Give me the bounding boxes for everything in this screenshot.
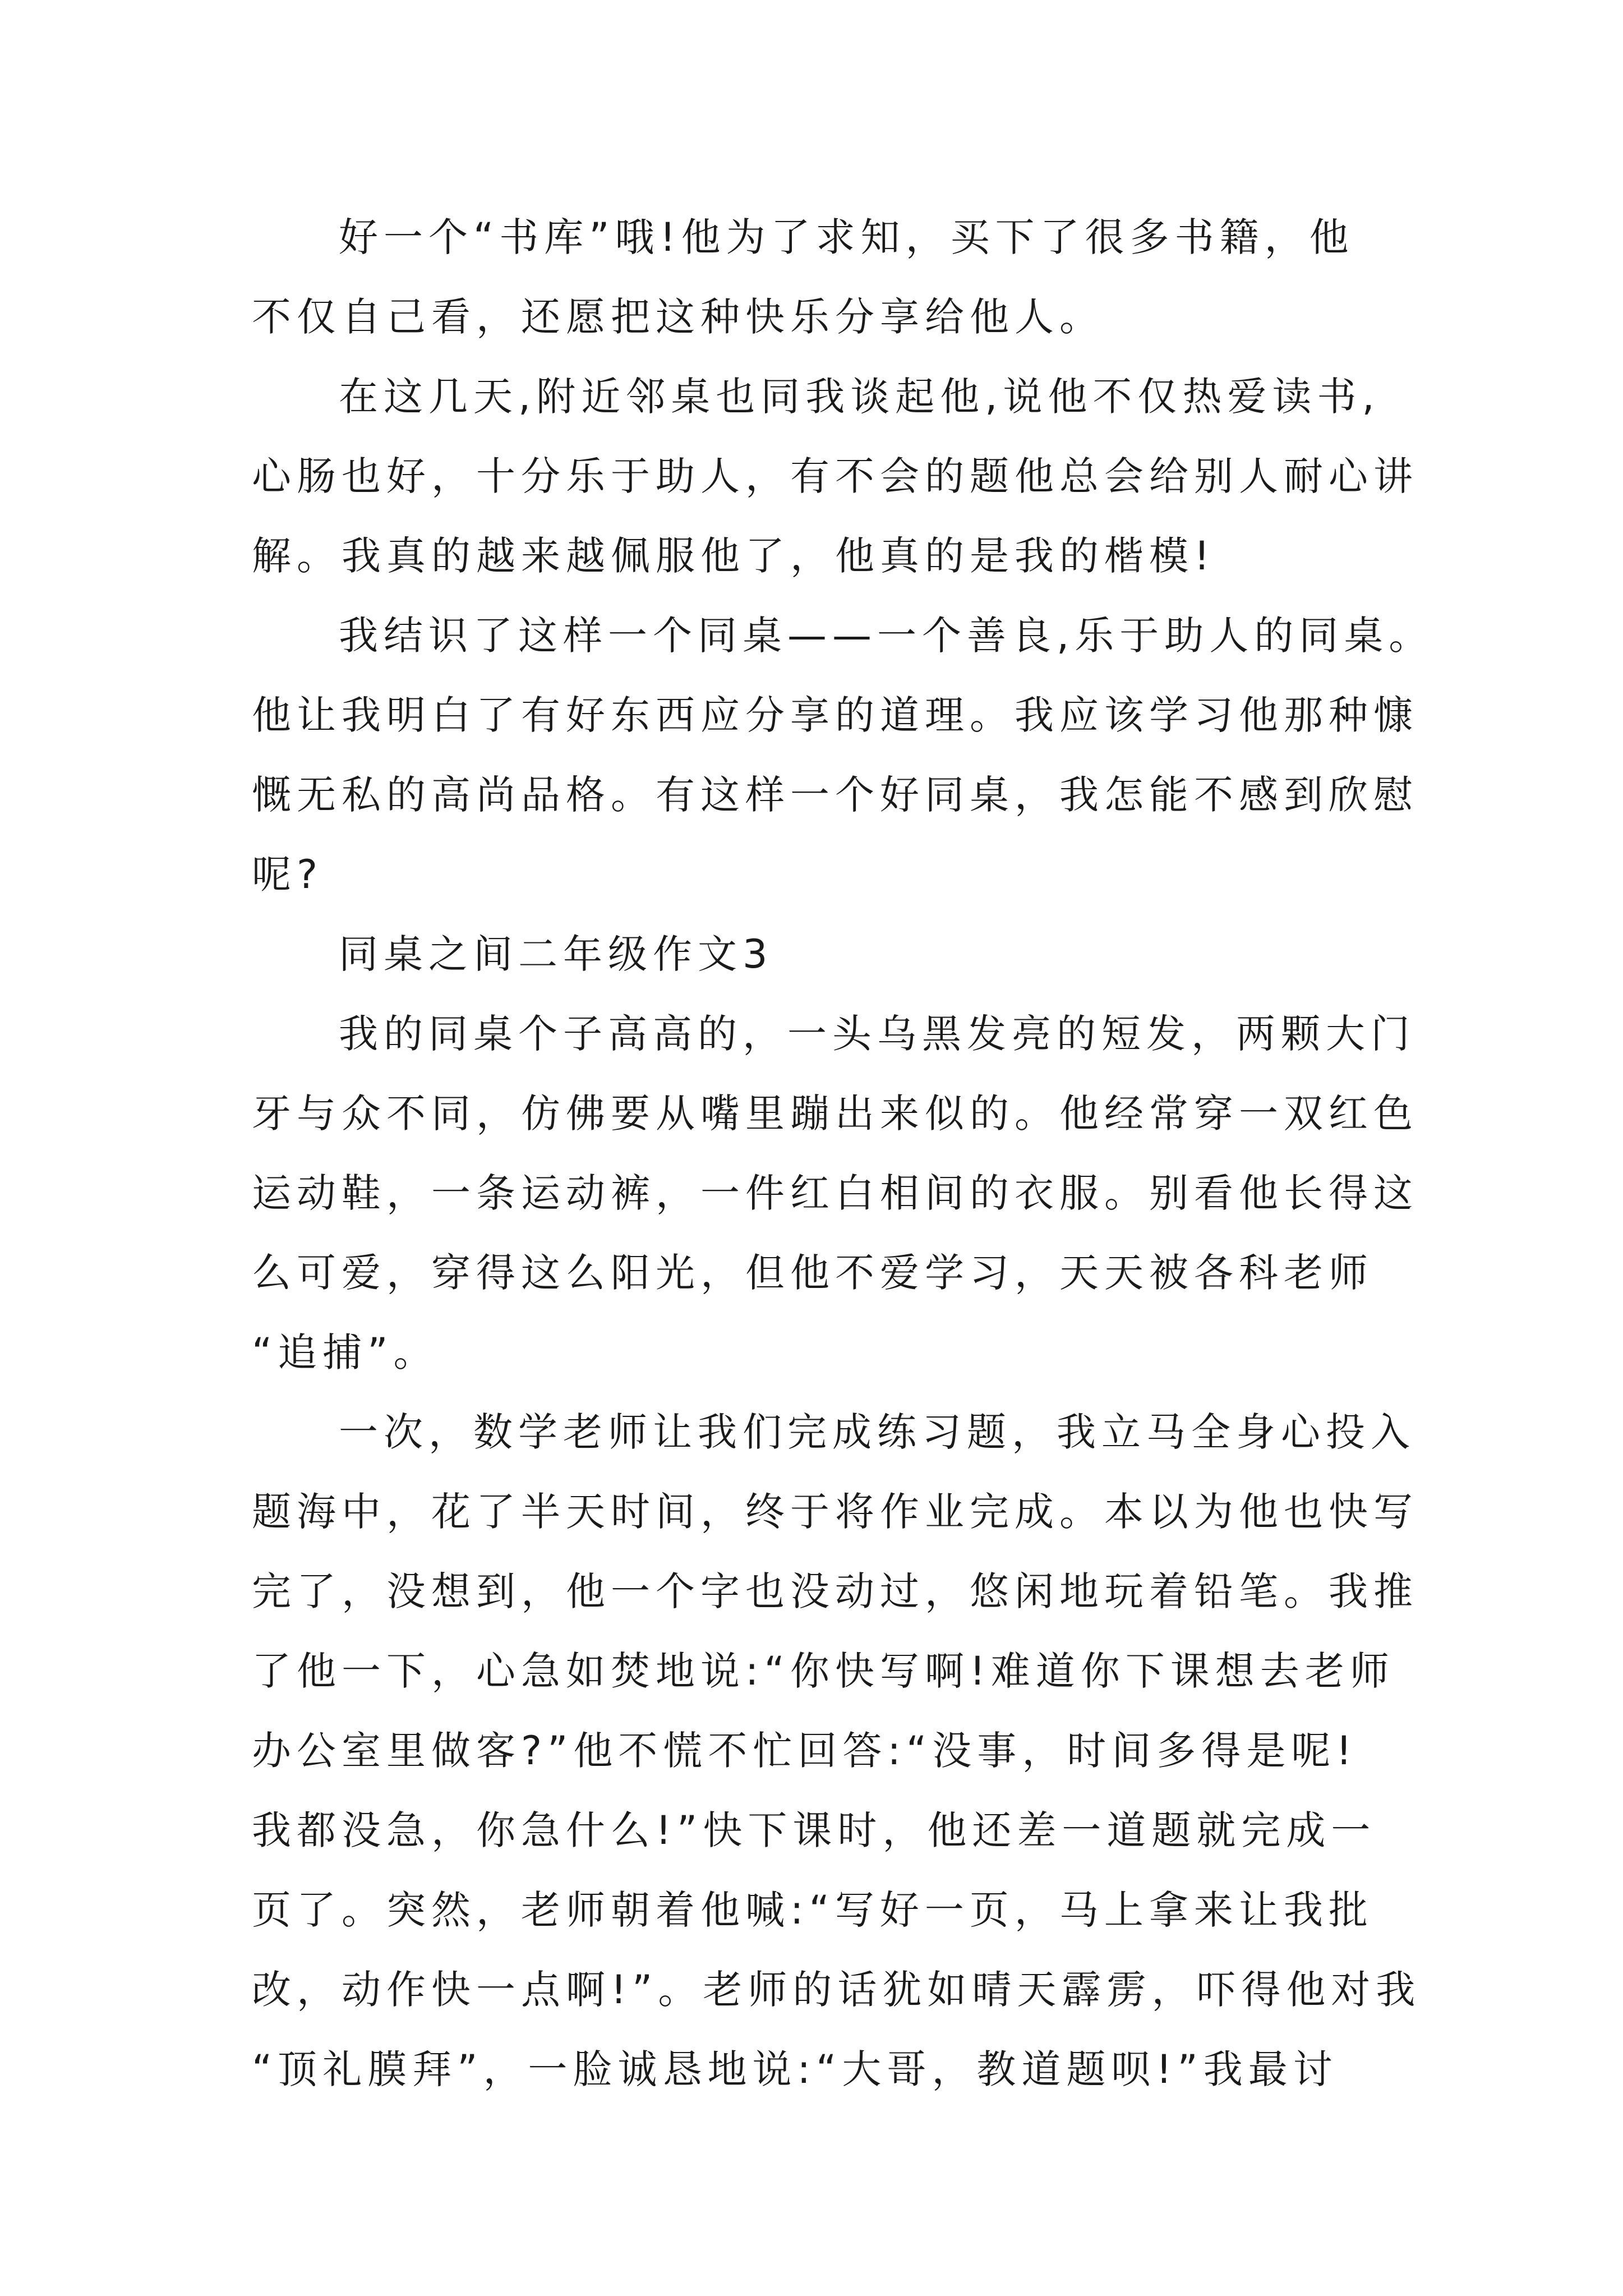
paragraph-line: 我都没急，你急什么!”快下课时，他还差一道题就完成一 [252, 1807, 1376, 1853]
paragraph-line: 了他一下，心急如焚地说:“你快写啊!难道你下课想去老师 [252, 1648, 1395, 1694]
paragraph-line: 解。我真的越来越佩服他了，他真的是我的楷模! [252, 533, 1216, 579]
paragraph-line: 心肠也好，十分乐于助人，有不会的题他总会给别人耐心讲 [252, 453, 1418, 499]
paragraph-line: 么可爱，穿得这么阳光，但他不爱学习，天天被各科老师 [252, 1250, 1373, 1296]
paragraph-line: 完了，没想到，他一个字也没动过，悠闲地玩着铅笔。我推 [252, 1568, 1418, 1614]
paragraph-line: 呢? [252, 852, 324, 898]
paragraph-line: 不仅自己看，还愿把这种快乐分享给他人。 [252, 294, 1104, 340]
paragraph-line: 牙与众不同，仿佛要从嘴里蹦出来似的。他经常穿一双红色 [252, 1091, 1418, 1137]
paragraph-line: 他让我明白了有好东西应分享的道理。我应该学习他那种慷 [252, 692, 1418, 738]
paragraph-line: 改，动作快一点啊!”。老师的话犹如晴天霹雳，吓得他对我 [252, 1967, 1421, 2013]
paragraph-line: “顶礼膜拜”，一脸诚恳地说:“大哥，教道题呗!”我最讨 [252, 2046, 1338, 2092]
paragraph-line: 在这几天,附近邻桌也同我谈起他,说他不仅热爱读书, [339, 374, 1380, 420]
section-heading: 同桌之间二年级作文3 [339, 931, 773, 977]
paragraph-line: 题海中，花了半天时间，终于将作业完成。本以为他也快写 [252, 1489, 1418, 1535]
paragraph-line: 我的同桌个子高高的，一头乌黑发亮的短发，两颗大门 [339, 1011, 1415, 1057]
paragraph-line: 办公室里做客?”他不慌不忙回答:“没事，时间多得是呢! [252, 1728, 1358, 1774]
paragraph-line: 我结识了这样一个同桌——一个善良,乐于助人的同桌。 [339, 613, 1434, 659]
paragraph-line: 页了。突然，老师朝着他喊:“写好一页，马上拿来让我批 [252, 1887, 1373, 1933]
paragraph-line: 好一个“书库”哦!他为了求知，买下了很多书籍，他 [339, 214, 1354, 260]
paragraph-line: 一次，数学老师让我们完成练习题，我立马全身心投入 [339, 1409, 1415, 1455]
paragraph-line: 慨无私的高尚品格。有这样一个好同桌，我怎能不感到欣慰 [252, 772, 1418, 818]
paragraph-line: “追捕”。 [252, 1329, 439, 1375]
paragraph-line: 运动鞋，一条运动裤，一件红白相间的衣服。别看他长得这 [252, 1170, 1418, 1216]
